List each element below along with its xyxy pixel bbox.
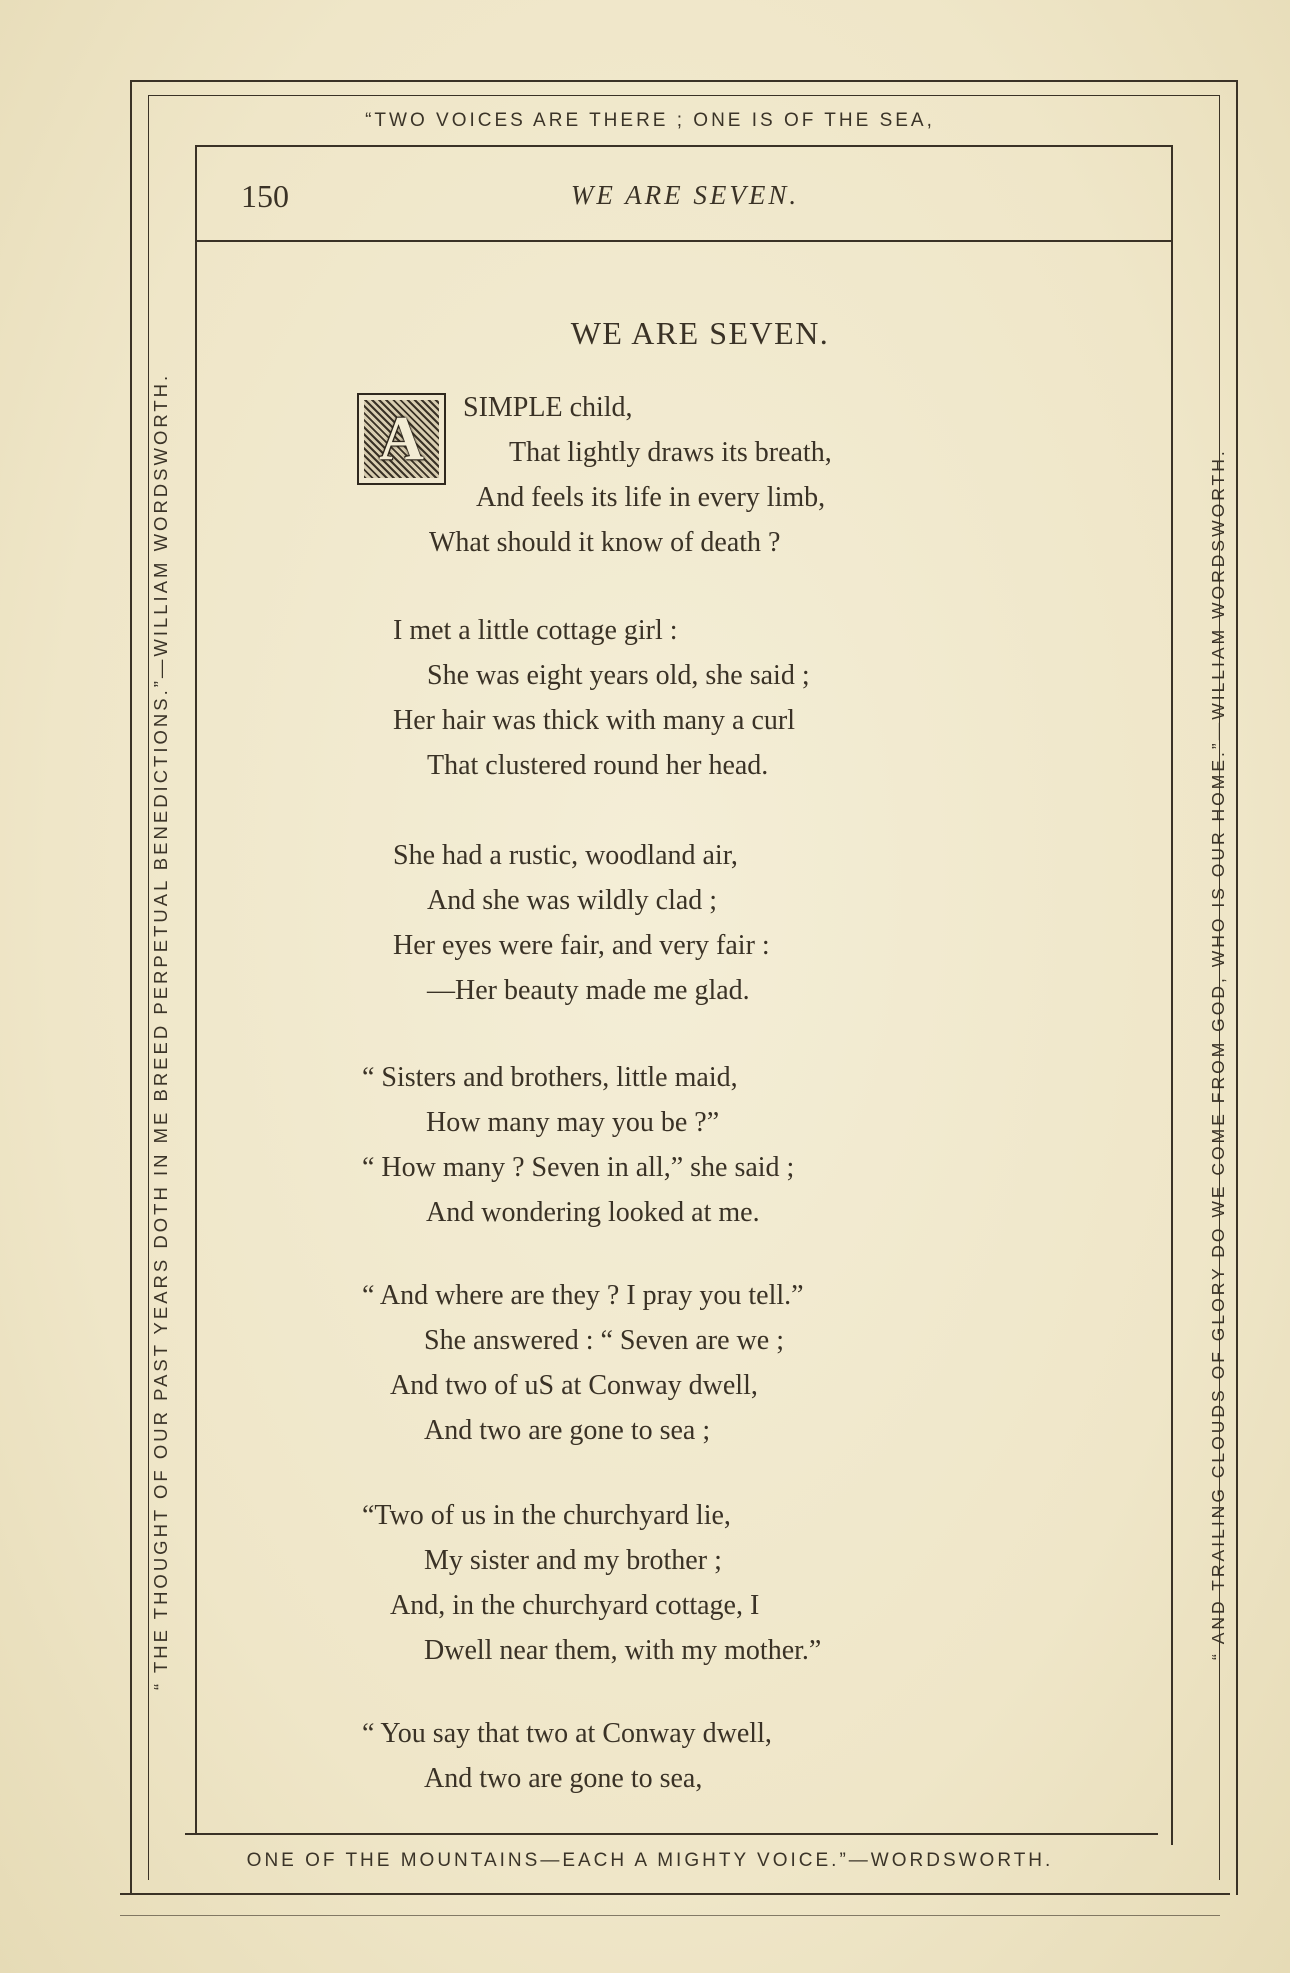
outer-frame-top xyxy=(130,80,1238,82)
poem-line: “ How many ? Seven in all,” she said ; xyxy=(362,1152,795,1183)
poem-line: —Her beauty made me glad. xyxy=(427,975,750,1006)
poem-line: Her eyes were fair, and very fair : xyxy=(393,930,770,961)
drop-cap-initial xyxy=(357,393,446,485)
content-box-top xyxy=(195,145,1173,147)
content-box-header-rule xyxy=(195,240,1173,242)
poem-line: And two are gone to sea ; xyxy=(424,1415,711,1446)
inner-frame-top xyxy=(148,95,1220,96)
poem-line: And wondering looked at me. xyxy=(426,1197,760,1228)
poem-line: “ And where are they ? I pray you tell.” xyxy=(362,1280,804,1311)
outer-frame-bottom xyxy=(120,1893,1230,1895)
poem-line: How many may you be ?” xyxy=(426,1107,720,1138)
page-number: 150 xyxy=(241,178,289,214)
inner-frame-left xyxy=(148,95,149,1880)
outer-frame-bottom-2 xyxy=(120,1915,1220,1916)
bottom-motto: ONE OF THE MOUNTAINS—EACH A MIGHTY VOICE.”—WORDSWORTH. xyxy=(246,1850,1054,1871)
top-motto: “TWO VOICES ARE THERE ; ONE IS OF THE SEA, xyxy=(365,110,935,131)
poem-line: And feels its life in every limb, xyxy=(476,482,826,513)
content-box-left xyxy=(195,145,197,1835)
poem-line: I met a little cottage girl : xyxy=(393,615,678,646)
poem-line: What should it know of death ? xyxy=(429,527,781,558)
poem-line: Dwell near them, with my mother.” xyxy=(424,1635,822,1666)
poem-line: And two are gone to sea, xyxy=(424,1763,703,1794)
poem-line: And she was wildly clad ; xyxy=(427,885,718,916)
poem-line: My sister and my brother ; xyxy=(424,1545,722,1576)
poem-line: She answered : “ Seven are we ; xyxy=(424,1325,784,1356)
outer-frame-left xyxy=(130,80,132,1895)
poem-line: “ You say that two at Conway dwell, xyxy=(362,1718,772,1749)
left-side-motto: “ THE THOUGHT OF OUR PAST YEARS DOTH IN ME BREED PERPETUAL BENEDICTIONS.”—WILLIAM WORDSWORTH. xyxy=(150,372,171,1690)
poem-line: She had a rustic, woodland air, xyxy=(393,840,738,871)
drop-cap-letter: A xyxy=(379,405,424,473)
right-side-motto: “ AND TRAILING CLOUDS OF GLORY DO WE COME FROM GOD, WHO IS OUR HOME.”—WILLIAM WORDSWORTH. xyxy=(1208,448,1228,1660)
drop-cap-ornament xyxy=(364,400,439,478)
outer-frame-right xyxy=(1236,80,1238,1895)
poem-line: SIMPLE child, xyxy=(463,392,633,423)
poem-line: “Two of us in the churchyard lie, xyxy=(362,1500,731,1531)
content-box-right xyxy=(1171,145,1173,1845)
poem-line: “ Sisters and brothers, little maid, xyxy=(362,1062,738,1093)
content-box-bottom xyxy=(185,1833,1158,1835)
poem-line: That lightly draws its breath, xyxy=(509,437,832,468)
poem-line: And, in the churchyard cottage, I xyxy=(390,1590,760,1621)
poem-line: She was eight years old, she said ; xyxy=(427,660,810,691)
poem-line: Her hair was thick with many a curl xyxy=(393,705,795,736)
running-head: WE ARE SEVEN. xyxy=(570,180,800,210)
poem-title: WE ARE SEVEN. xyxy=(570,315,830,351)
poem-line: That clustered round her head. xyxy=(427,750,769,781)
poem-line: And two of uS at Conway dwell, xyxy=(390,1370,758,1401)
